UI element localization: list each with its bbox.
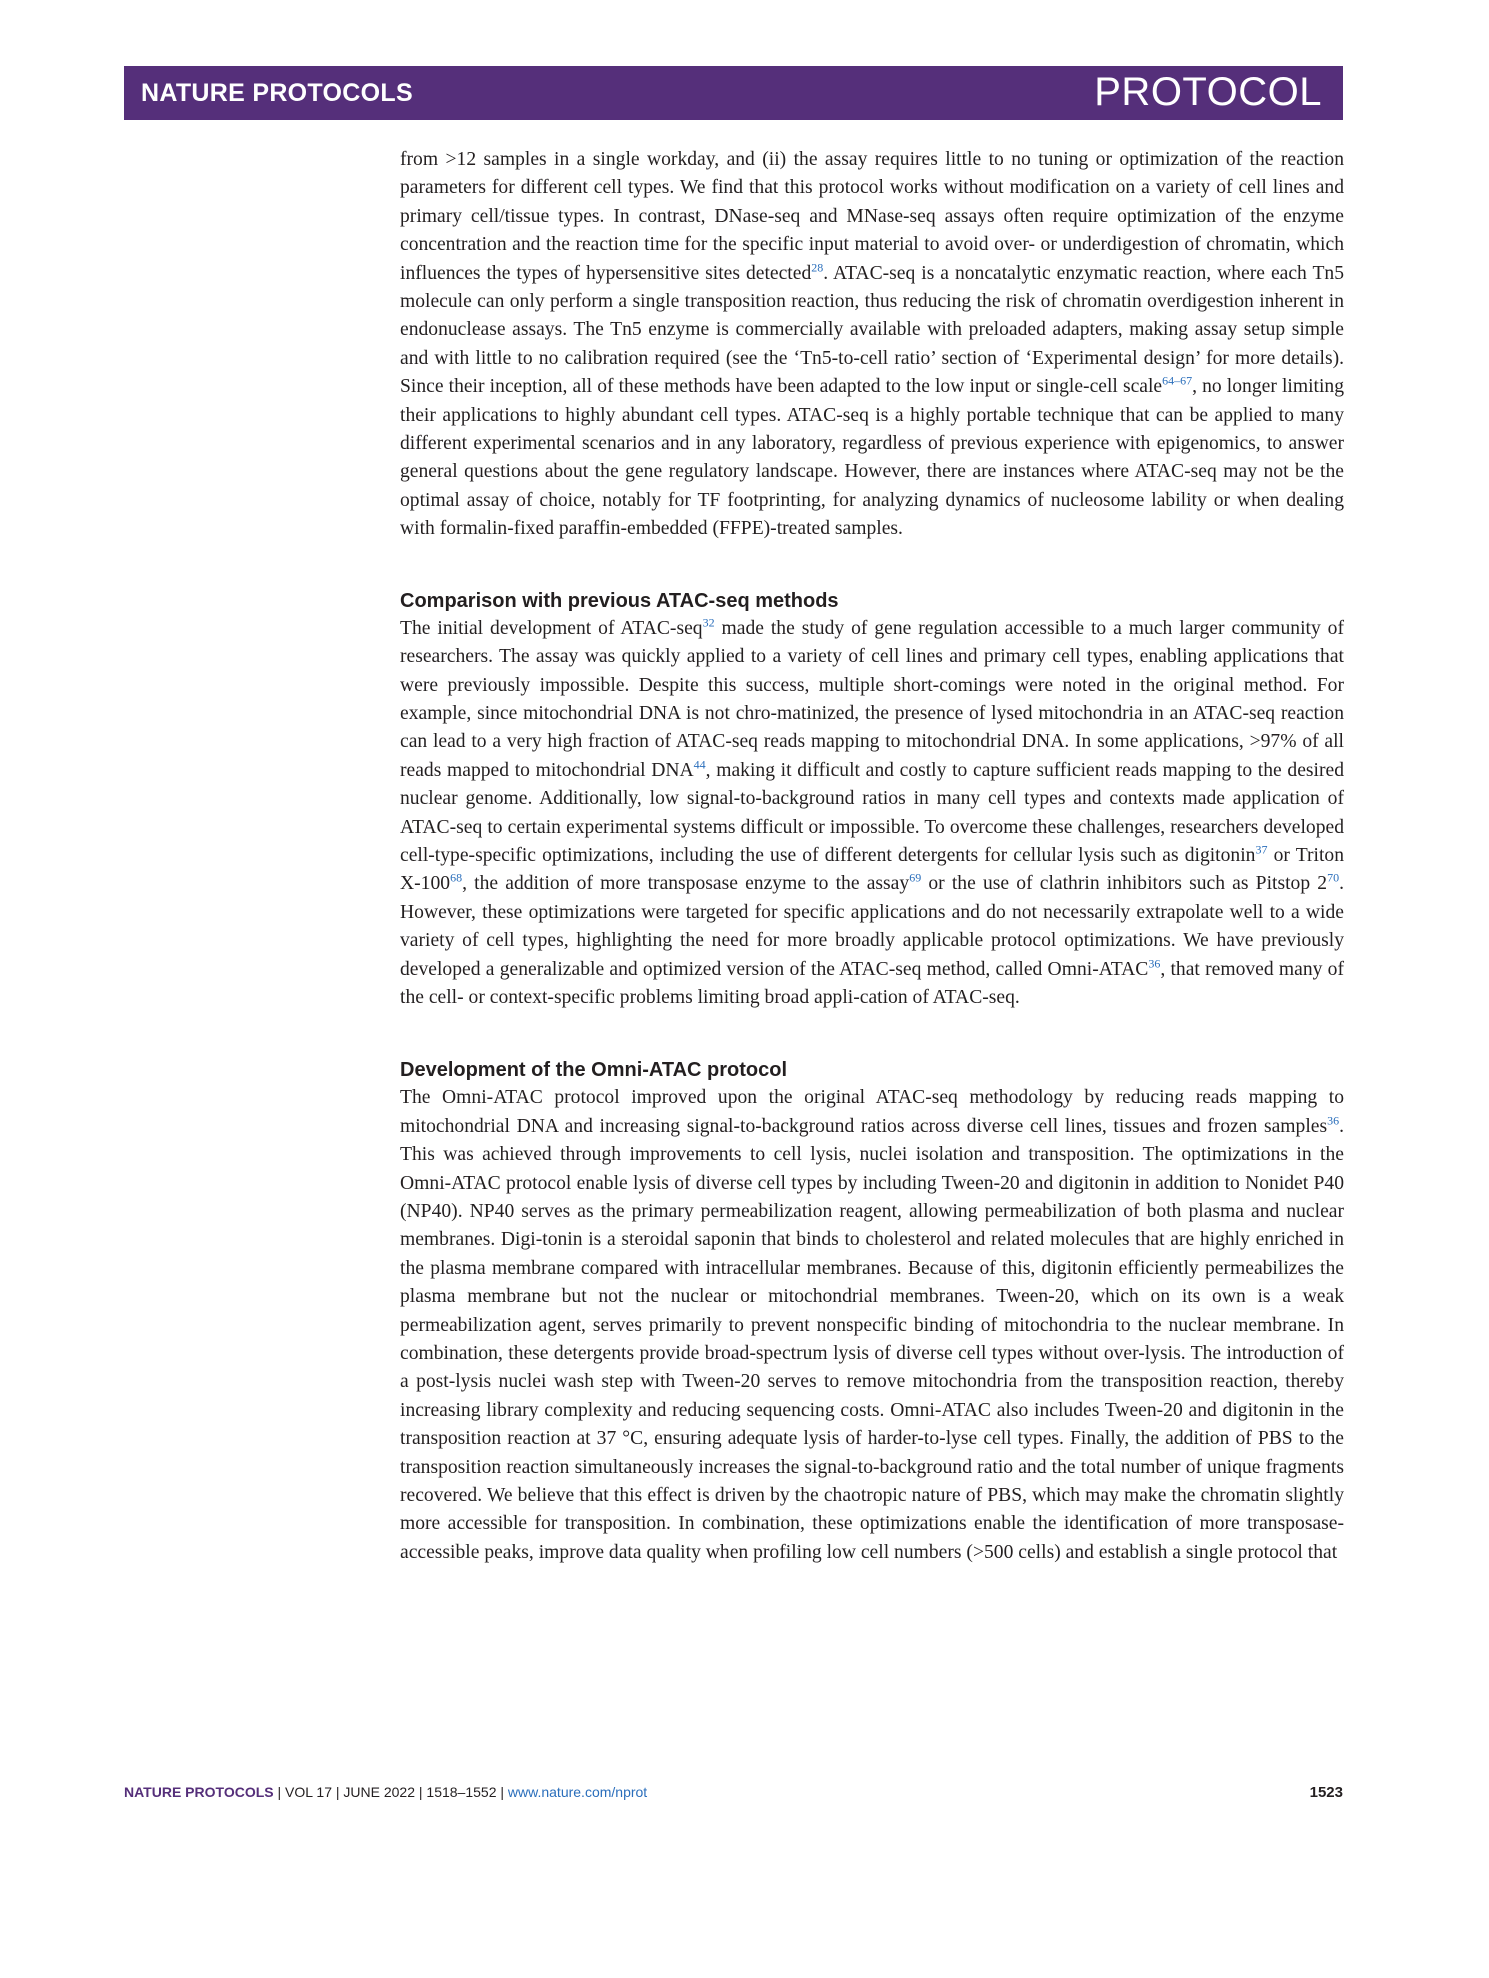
section-heading-development: Development of the Omni-ATAC protocol	[400, 1059, 788, 1082]
text-run: , no longer limiting their applications to highly abundant cell types. ATAC-seq is a highly portable technique that can be applied to many different experimental scenarios and in any laboratory, regardless of previous experience with epigenomics, to answer general questions about the gene regulatory landscape. However, there are instances where ATAC-seq may not be the optimal assay of choice, notably for TF footprinting, for analyzing dynamics of nucleosome lability or when dealing with formalin-fixed paraffin-embedded (FFPE)-treated samples.	[400, 376, 1345, 540]
text-run: The initial development of ATAC-seq	[400, 617, 703, 639]
journal-name: NATURE PROTOCOLS	[141, 79, 413, 107]
citation-ref[interactable]: 44	[693, 757, 706, 772]
citation-ref[interactable]: 37	[1255, 842, 1268, 857]
text-run: from >12 samples in a single workday, and (ii) the assay requires little to no tuning or optimization of the reaction parameters for different cell types. We find that this protocol works without modification on a variety of cell lines and primary cell/tissue types. In contrast, DNase-seq and MNase-seq assays often require optimization of the enzyme concentration and the reaction time for the specific input material to avoid over- or underdigestion of chromatin, which influences the types of hypersensitive sites detected	[400, 149, 1344, 284]
citation-ref[interactable]: 68	[450, 870, 463, 885]
text-run: or the use of clathrin inhibitors such as Pitstop 2	[921, 873, 1328, 895]
text-run: . This was achieved through improvements to cell lysis, nuclei isolation and transposition. The optimizations in the Omni-ATAC protocol enable lysis of diverse cell types by including Tween-20 and digitonin in addition to Nonidet P40 (NP40). NP40 serves as the primary permeabilization reagent, allowing permeabilization of both plasma and nuclear membranes. Digi-tonin is a steroidal saponin that binds to cholesterol and related molecules that are highly enriched in the plasma membrane compared with intracellular membranes. Because of this, digitonin efficiently permeabilizes the plasma membrane but not the nuclear or mitochondrial membranes. Tween-20, which on its own is a weak permeabilization agent, serves primarily to prevent nonspecific binding of mitochondria to the nuclear membrane. In combination, these detergents provide broad-spectrum lysis of diverse cell types without over-lysis. The introduction of a post-lysis nuclei wash step with Tween-20 serves to remove mitochondria from the transposition reaction, thereby increasing library complexity and reducing sequencing costs. Omni-ATAC also includes Tween-20 and digitonin in the transposition reaction at 37 °C, ensuring adequate lysis of harder-to-lyse cell types. Finally, the addition of PBS to the transposition reaction simultaneously increases the signal-to-background ratio and the total number of unique fragments recovered. We believe that this effect is driven by the chaotropic nature of PBS, which may make the chromatin slightly more accessible for transposition. In combination, these optimizations enable the identification of more transposase-accessible peaks, improve data quality when profiling low cell numbers (>500 cells) and establish a single protocol that	[400, 1115, 1344, 1563]
text-run: , making it difficult and costly to capture sufficient reads mapping to the desired nuclear genome. Additionally, low signal-to-background ratios in many cell types and contexts made application of ATAC-seq to certain experimental systems difficult or impossible. To overcome these challenges, researchers developed cell-type-specific optimizations, including the use of different detergents for cellular lysis such as digitonin	[400, 759, 1344, 866]
citation-ref[interactable]: 36	[1327, 1113, 1340, 1128]
section-heading-comparison: Comparison with previous ATAC-seq methods	[400, 589, 839, 612]
page-footer	[124, 1784, 1343, 1800]
page-number: 1523	[1309, 1784, 1343, 1801]
text-run: , the addition of more transposase enzyme to the assay	[462, 873, 910, 895]
citation-ref[interactable]: 69	[909, 870, 922, 885]
footer-citation: | VOL 17 | JUNE 2022 | 1518–1552 |	[273, 1784, 508, 1800]
citation-ref[interactable]: 70	[1327, 870, 1340, 885]
citation-ref[interactable]: 36	[1148, 956, 1161, 971]
text-run: The Omni-ATAC protocol improved upon the original ATAC-seq methodology by reducing reads mapping to mitochondrial DNA and increasing signal-to-background ratios across diverse cell lines, tissues and frozen samples	[400, 1087, 1344, 1137]
citation-ref[interactable]: 64–67	[1162, 373, 1193, 388]
text-run: . ATAC-seq is a noncatalytic enzymatic reaction, where each Tn5 molecule can only perform a single transposition reaction, thus reducing the risk of chromatin overdigestion inherent in endonuclease assays. The Tn5 enzyme is commercially available with preloaded adapters, making assay setup simple and with little to no calibration required (see the ‘Tn5-to-cell ratio’ section of ‘Experimental design’ for more details). Since their inception, all of these methods have been adapted to the low input or single-cell scale	[400, 262, 1345, 398]
citation-ref[interactable]: 32	[702, 615, 715, 630]
text-run: or Triton X-100	[400, 844, 1344, 895]
text-run: . However, these optimizations were targeted for specific applications and do not necessarily extrapolate well to a wide variety of cell types, highlighting the need for more broadly applicable protocol optimizations. We have previously developed a generalizable and optimized version of the ATAC-seq method, called Omni-ATAC	[400, 873, 1345, 980]
journal-header-bar	[124, 66, 1343, 120]
footer-journal-name: NATURE PROTOCOLS	[124, 1784, 274, 1800]
citation-ref[interactable]: 28	[811, 260, 824, 275]
development-paragraph	[400, 1084, 1344, 1567]
text-run: made the study of gene regulation accessible to a much larger community of researchers. The assay was quickly applied to a variety of cell lines and primary cell types, enabling applications that were previously impossible. Despite this success, multiple short-comings were noted in the original method. For example, since mitochondrial DNA is not chro-matinized, the presence of lysed mitochondria in an ATAC-seq reaction can lead to a very high fraction of ATAC-seq reads mapping to mitochondrial DNA. In some applications, >97% of all reads mapped to mitochondrial DNA	[400, 617, 1345, 781]
footer-url-link[interactable]: www.nature.com/nprot	[507, 1784, 648, 1800]
article-type-label: PROTOCOL	[1094, 70, 1322, 114]
text-run: , that removed many of the cell- or context-specific problems limiting broad appli-cation of ATAC-seq.	[400, 958, 1345, 1008]
intro-paragraph	[400, 146, 1344, 544]
comparison-paragraph	[400, 615, 1344, 1013]
article-body	[400, 146, 1344, 1567]
